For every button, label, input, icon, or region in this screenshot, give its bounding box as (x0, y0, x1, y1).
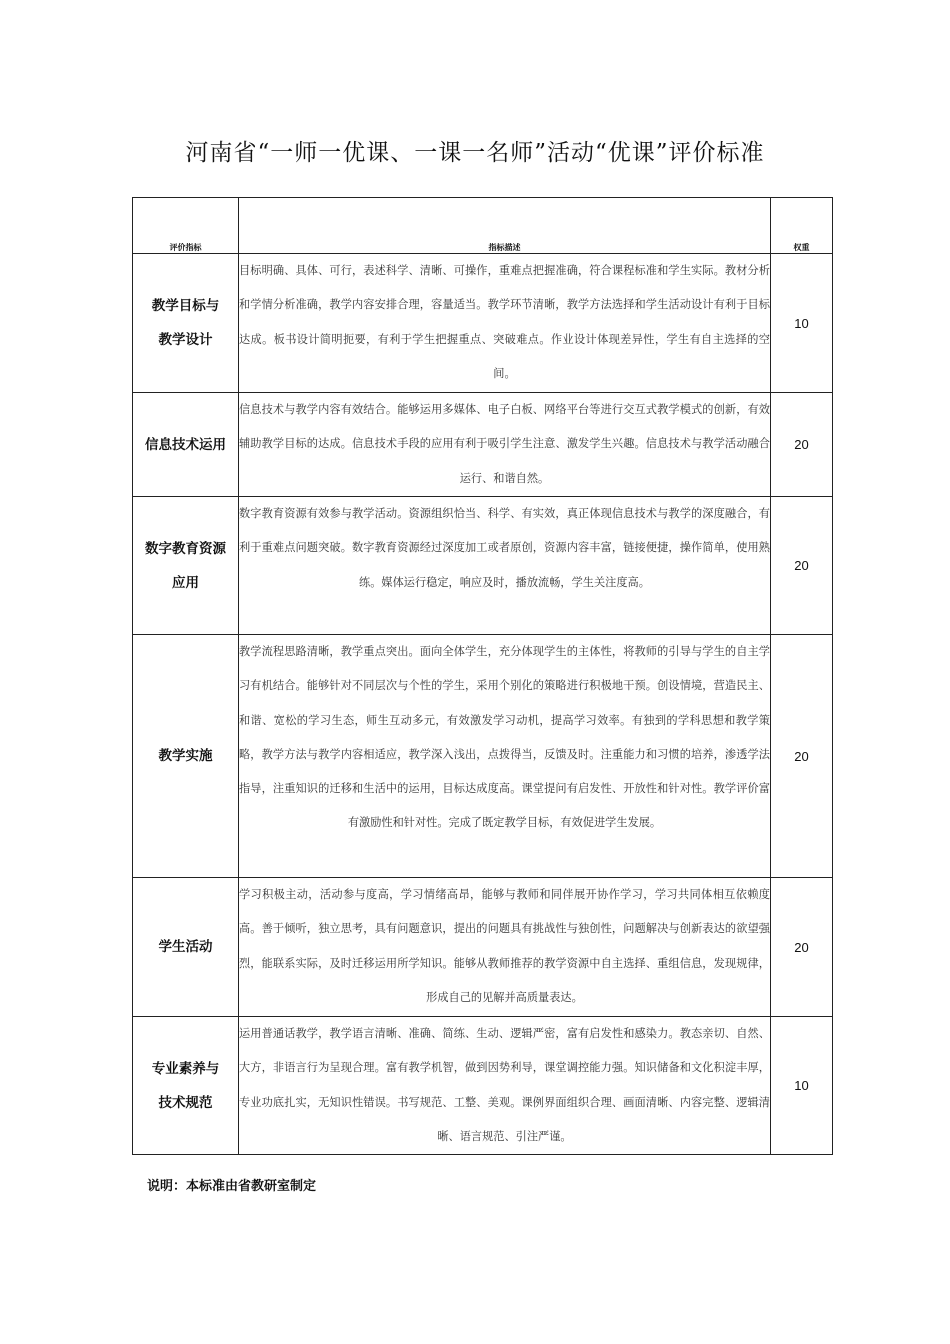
indicator-cell (133, 878, 239, 1017)
table-row (133, 254, 833, 393)
evaluation-table (132, 197, 833, 1155)
description-cell: 学习积极主动，活动参与度高，学习情绪高昂，能够与教师和同伴展开协作学习，学习共同体相互依赖度高。善于倾听，独立思考，具有问题意识，提出的问题具有挑战性与独创性，问题解决与创新表达的欲望强烈，能联系实际，及时迁移运用所学知识。能够从教师推荐的教学资源中自主选择、重组信息，发现规律，形成自己的见解并高质量表达。 (239, 878, 771, 1017)
weight-cell: 10 (771, 254, 833, 393)
table-row (133, 497, 833, 635)
indicator-line: 教学实施 (158, 748, 213, 764)
table-row (133, 1017, 833, 1155)
indicator-line: 教学设计 (158, 332, 213, 348)
weight-cell: 10 (771, 1017, 833, 1155)
weight-cell: 20 (771, 635, 833, 878)
description-cell: 运用普通话教学，教学语言清晰、准确、简练、生动、逻辑严密，富有启发性和感染力。教态亲切、自然、大方，非语言行为呈现合理。富有教学机智，做到因势利导，课堂调控能力强。知识储备和文化积淀丰厚，专业功底扎实，无知识性错误。书写规范、工整、美观。课例界面组织合理、画面清晰、内容完整、逻辑清晰、语言规范、引注严谨。 (239, 1017, 771, 1155)
header-indicator: 评价指标 (133, 198, 239, 254)
indicator-cell (133, 393, 239, 497)
description-cell: 教学流程思路清晰，教学重点突出。面向全体学生，充分体现学生的主体性，将教师的引导与学生的自主学习有机结合。能够针对不同层次与个性的学生，采用个别化的策略进行积极地干预。创设情境，营造民主、和谐、宽松的学习生态，师生互动多元，有效激发学习动机，提高学习效率。有独到的学科思想和教学策略，教学方法与教学内容相适应，教学深入浅出，点拨得当，反馈及时。注重能力和习惯的培养，渗透学法指导，注重知识的迁移和生活中的运用，目标达成度高。课堂提问有启发性、开放性和针对性。教学评价富有激励性和针对性。完成了既定教学目标，有效促进学生发展。 (239, 635, 771, 878)
description-cell: 信息技术与教学内容有效结合。能够运用多媒体、电子白板、网络平台等进行交互式教学模式的创新，有效辅助教学目标的达成。信息技术手段的应用有利于吸引学生注意、激发学生兴趣。信息技术与教学活动融合运行、和谐自然。 (239, 393, 771, 497)
indicator-cell (133, 635, 239, 878)
indicator-line: 技术规范 (158, 1094, 213, 1111)
indicator-cell (133, 1017, 239, 1155)
weight-cell: 20 (771, 878, 833, 1017)
indicator-line: 应用 (172, 574, 199, 591)
indicator-cell (133, 254, 239, 393)
indicator-line: 数字教育资源 (145, 540, 226, 557)
table-row (133, 878, 833, 1017)
description-cell: 数字教育资源有效参与教学活动。资源组织恰当、科学、有实效，真正体现信息技术与教学的深度融合，有利于重难点问题突破。数字教育资源经过深度加工或者原创，资源内容丰富，链接便捷，操作简单，使用熟练。媒体运行稳定，响应及时，播放流畅，学生关注度高。 (239, 497, 771, 635)
indicator-line: 学生活动 (158, 939, 213, 955)
weight-cell: 20 (771, 497, 833, 635)
weight-cell: 20 (771, 393, 833, 497)
footnote: 说明：本标准由省教研室制定 (147, 1179, 317, 1194)
table-row (133, 635, 833, 878)
description-cell: 目标明确、具体、可行，表述科学、清晰、可操作，重难点把握准确，符合课程标准和学生实际。教材分析和学情分析准确，教学内容安排合理，容量适当。教学环节清晰，教学方法选择和学生活动设计有利于目标达成。板书设计简明扼要，有利于学生把握重点、突破难点。作业设计体现差异性，学生有自主选择的空间。 (239, 254, 771, 393)
indicator-line: 教学目标与 (151, 298, 220, 314)
header-weight: 权重 (771, 198, 833, 254)
indicator-line: 信息技术运用 (145, 436, 226, 453)
table-row (133, 393, 833, 497)
table-header-row (133, 198, 833, 254)
indicator-cell (133, 497, 239, 635)
page-title: 河南省“一师一优课、一课一名师”活动“优课”评价标准 (185, 140, 765, 166)
header-description: 指标描述 (239, 198, 771, 254)
indicator-line: 专业素养与 (151, 1060, 220, 1077)
